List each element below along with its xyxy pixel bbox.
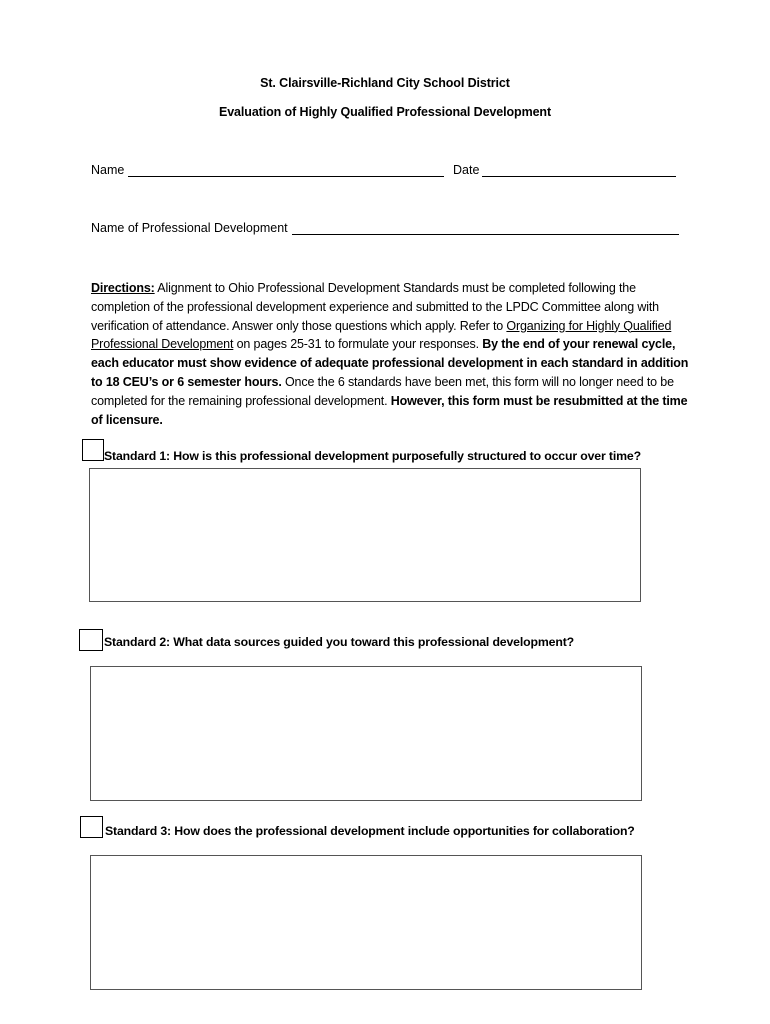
standard-3-label: Standard 3: How does the professional development include opportunities for collaboration? — [105, 824, 635, 838]
directions-text-2: on pages 25-31 to formulate your responses. — [233, 337, 483, 352]
directions-text-1: Alignment to Ohio Professional Development Standards must be completed following the completion of the professional development experience and submitted to the LPDC Committee along with verification of attendance. Answer only those questions which apply. Refer to — [91, 281, 659, 333]
renewal-requirement: By the end of your renewal cycle, each educator must show evidence of adequate professional development in each standard in addition to 18 CEU’s or 6 semester hours. — [91, 337, 689, 389]
name-field[interactable] — [128, 176, 444, 177]
standard-1-label: Standard 1: How is this professional development purposefully structured to occur over time? — [104, 449, 641, 463]
standard-3-answer-box[interactable] — [90, 855, 642, 990]
standard-2-label: Standard 2: What data sources guided you toward this professional development? — [104, 635, 574, 649]
district-title: St. Clairsville-Richland City School District — [260, 76, 510, 90]
directions-heading: Directions: — [91, 281, 155, 295]
date-field[interactable] — [482, 176, 676, 177]
standard-1-checkbox[interactable] — [82, 439, 104, 461]
name-label: Name — [91, 163, 125, 177]
directions-text-3: Once the 6 standards have been met, this form will no longer need to be completed for the remaining professional development. — [91, 374, 674, 408]
directions-paragraph — [91, 279, 691, 429]
guide-reference: Organizing for Highly Qualified Professional Development — [91, 318, 672, 352]
date-label: Date — [453, 163, 480, 177]
standard-2-checkbox[interactable] — [79, 629, 103, 651]
form-title: Evaluation of Highly Qualified Professional Development — [218, 105, 552, 119]
pd-name-label: Name of Professional Development — [91, 221, 288, 235]
pd-name-field[interactable] — [292, 234, 679, 235]
resubmit-notice: However, this form must be resubmitted at the time of licensure. — [91, 393, 688, 427]
standard-1-answer-box[interactable] — [89, 468, 641, 602]
standard-3-checkbox[interactable] — [80, 816, 103, 838]
standard-2-answer-box[interactable] — [90, 666, 642, 801]
